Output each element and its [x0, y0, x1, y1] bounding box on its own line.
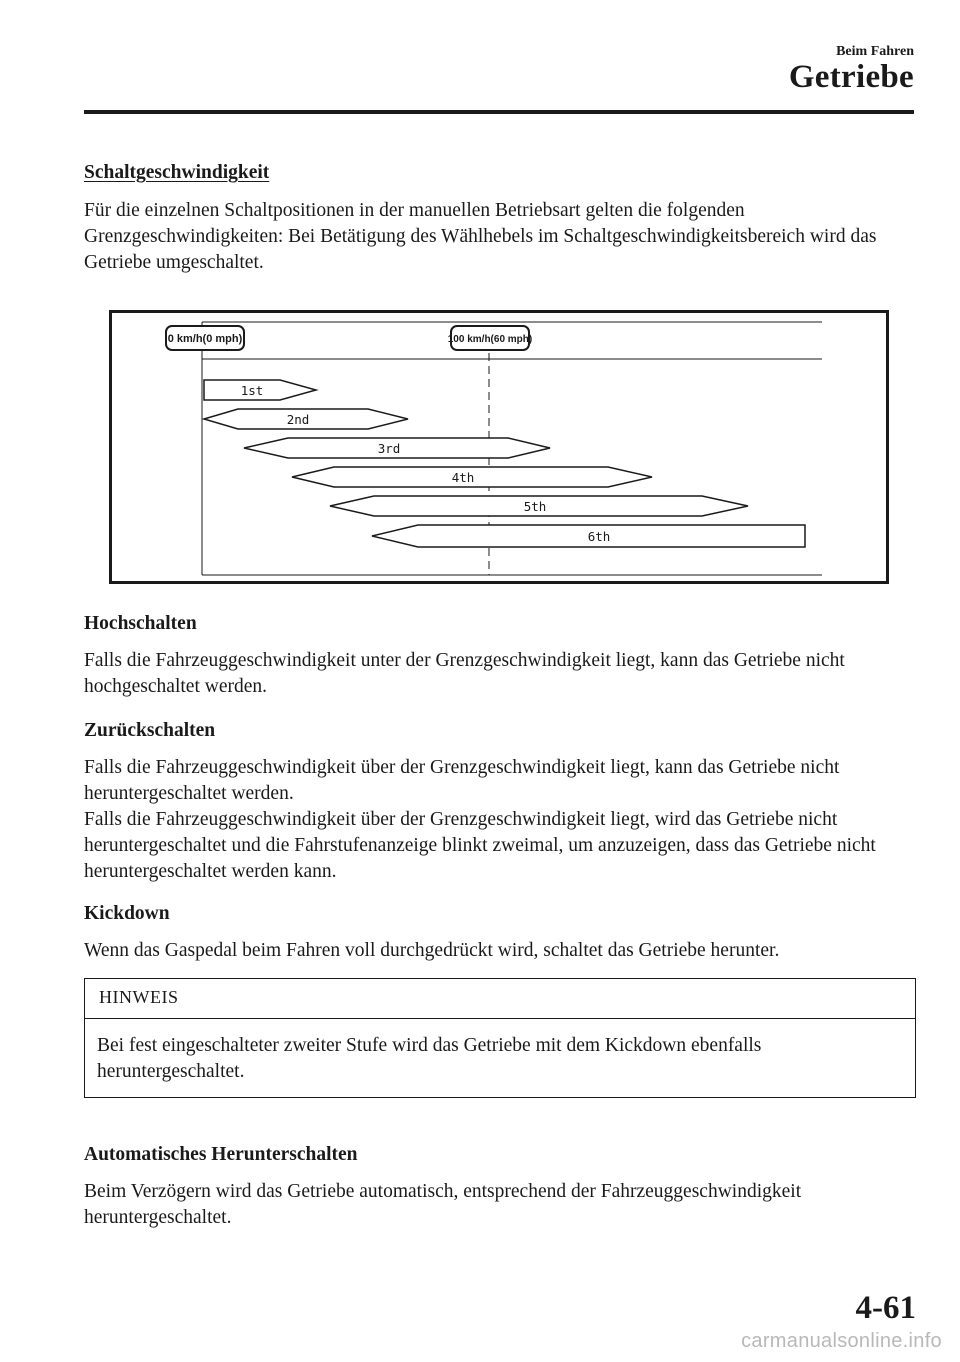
downshift-heading: Zurückschalten: [84, 720, 216, 741]
gear-label-6th: 6th: [587, 529, 611, 544]
gear-label-4th: 4th: [451, 470, 475, 485]
upshift-heading: Hochschalten: [84, 613, 197, 634]
shift-speed-heading: Schaltgeschwindigkeit: [84, 162, 270, 183]
downshift-section: [84, 718, 916, 885]
upshift-section: [84, 611, 916, 700]
downshift-text-1: Falls die Fahrzeuggeschwindigkeit über der Grenzgeschwindigkeit liegt, kann das Getriebe nicht heruntergeschaltet werden.: [84, 757, 840, 804]
speed-label-100: 100 km/h(60 mph): [447, 334, 533, 345]
gear-label-3rd: 3rd: [377, 441, 401, 456]
auto-downshift-text: Beim Verzögern wird das Getriebe automatisch, entsprechend der Fahrzeuggeschwindigkeit heruntergeschaltet.: [84, 1181, 802, 1228]
kickdown-heading: Kickdown: [84, 903, 170, 924]
gear-label-5th: 5th: [523, 499, 547, 514]
header-section-label: Beim Fahren: [836, 44, 914, 59]
upshift-text: Falls die Fahrzeuggeschwindigkeit unter der Grenzgeschwindigkeit liegt, kann das Getriebe nicht hochgeschaltet werden.: [84, 650, 845, 697]
note-box: [84, 978, 916, 1098]
auto-downshift-heading: Automatisches Herunterschalten: [84, 1144, 358, 1165]
header-rule: [84, 110, 914, 114]
auto-downshift-section: [84, 1142, 916, 1231]
header-title: Getriebe: [788, 59, 914, 95]
watermark: carmanualsonline.info: [741, 1330, 942, 1352]
downshift-text-2: Falls die Fahrzeuggeschwindigkeit über der Grenzgeschwindigkeit liegt, wird das Getriebe nicht heruntergeschaltet und die Fahrstufenanzeige blinkt zweimal, um anzuzeigen, dass das Getriebe nicht heruntergeschaltet werden kann.: [84, 809, 876, 882]
gear-label-2nd: 2nd: [286, 412, 310, 427]
speed-badge-zero: [166, 326, 244, 350]
kickdown-section: [84, 901, 916, 964]
note-heading: HINWEIS: [85, 979, 915, 1019]
page-header: [789, 44, 914, 95]
shift-speed-intro: Für die einzelnen Schaltpositionen in der manuellen Betriebsart gelten die folgenden Grenzgeschwindigkeiten: Bei Betätigung des Wählhebels im Schaltgeschwindigkeitsbereich wird das Getriebe umgeschaltet.: [84, 200, 877, 273]
note-text: Bei fest eingeschalteter zweiter Stufe wird das Getriebe mit dem Kickdown ebenfalls heruntergeschaltet.: [97, 1035, 762, 1082]
shift-speed-section: [84, 160, 916, 276]
shift-speed-diagram-svg: [112, 313, 886, 581]
kickdown-text: Wenn das Gaspedal beim Fahren voll durchgedrückt wird, schaltet das Getriebe herunter.: [84, 940, 780, 961]
page-number: 4-61: [855, 1290, 916, 1326]
speed-label-zero: 0 km/h(0 mph): [167, 333, 243, 345]
speed-badge-100: [448, 326, 532, 350]
shift-speed-diagram: [109, 310, 889, 584]
gear-label-1st: 1st: [240, 383, 264, 398]
